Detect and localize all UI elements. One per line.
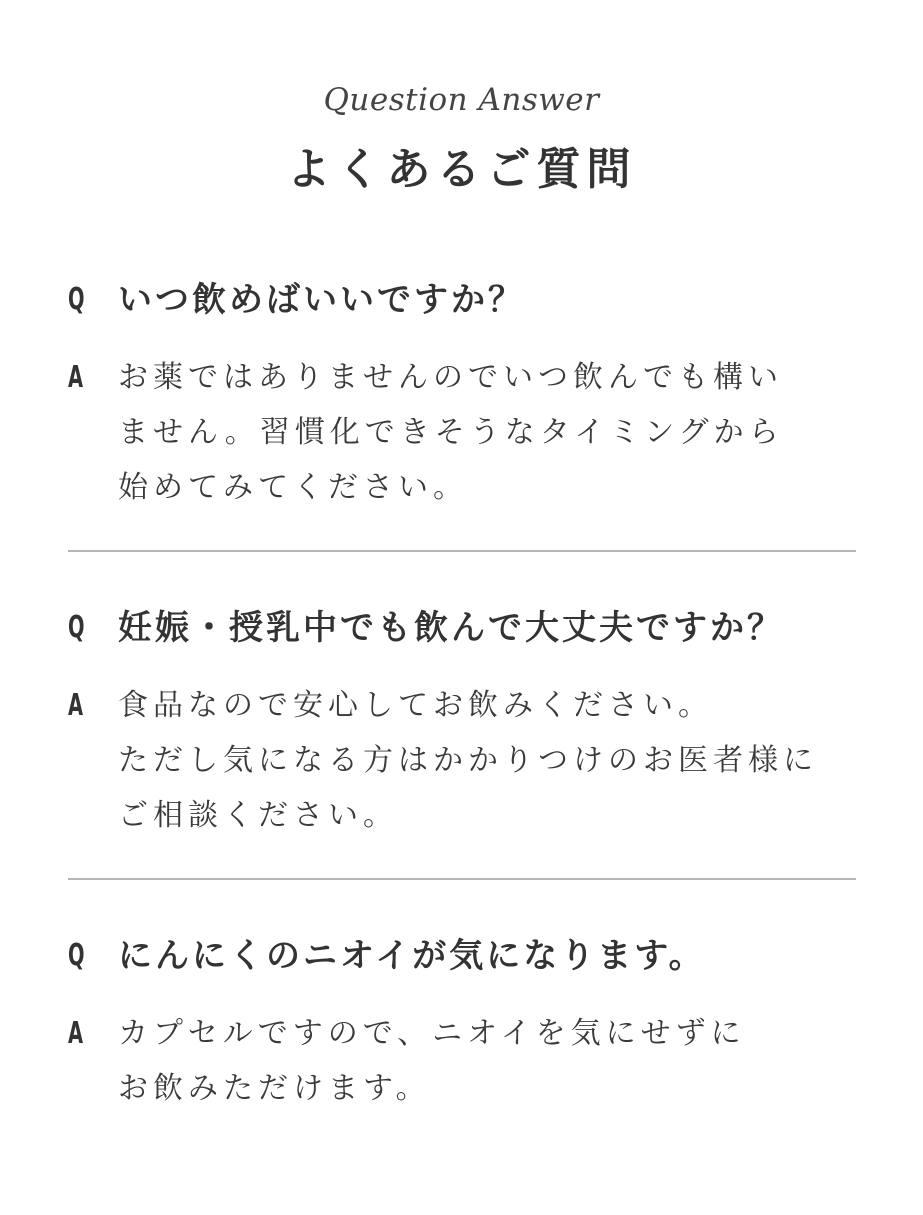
answer-line: お薬ではありませんのでいつ飲んでも構い xyxy=(118,360,783,395)
question-row xyxy=(68,928,856,984)
answer-row xyxy=(68,678,856,843)
a-mark: A xyxy=(68,688,84,723)
q-mark: Q xyxy=(68,938,85,973)
answer-line: カプセルですので、ニオイを気にせずに xyxy=(118,1016,746,1051)
divider xyxy=(68,550,856,552)
q-mark: Q xyxy=(68,610,85,645)
question-text: にんにくのニオイが気になります。 xyxy=(118,936,706,976)
a-mark: A xyxy=(68,1016,84,1051)
page-title: よくあるご質問 xyxy=(286,144,637,195)
answer-line: お飲みただけます。 xyxy=(118,1071,431,1106)
question-text: 妊娠・授乳中でも飲んで大丈夫ですか？ xyxy=(118,608,784,648)
answer-line: ません。習慣化できそうなタイミングから xyxy=(118,415,784,450)
answer-text xyxy=(118,350,784,515)
question-row xyxy=(68,272,856,328)
question-row xyxy=(68,600,856,656)
script-subtitle: Question Answer xyxy=(323,82,600,118)
answer-row xyxy=(68,350,856,515)
answer-line: ご相談ください。 xyxy=(118,798,398,833)
faq-header xyxy=(0,80,923,198)
faq-item xyxy=(68,600,856,843)
faq-item xyxy=(68,928,856,1116)
answer-text xyxy=(118,678,818,843)
answer-text xyxy=(118,1006,746,1116)
answer-line: 始めてみてください。 xyxy=(118,470,468,505)
q-mark: Q xyxy=(68,282,85,317)
faq-item xyxy=(68,272,856,515)
answer-line: ただし気になる方はかかりつけのお医者様に xyxy=(118,743,818,778)
a-mark: A xyxy=(68,360,84,395)
divider xyxy=(68,878,856,880)
answer-row xyxy=(68,1006,856,1116)
answer-line: 食品なので安心してお飲みください。 xyxy=(118,688,713,723)
question-text: いつ飲めばいいですか？ xyxy=(118,280,525,320)
